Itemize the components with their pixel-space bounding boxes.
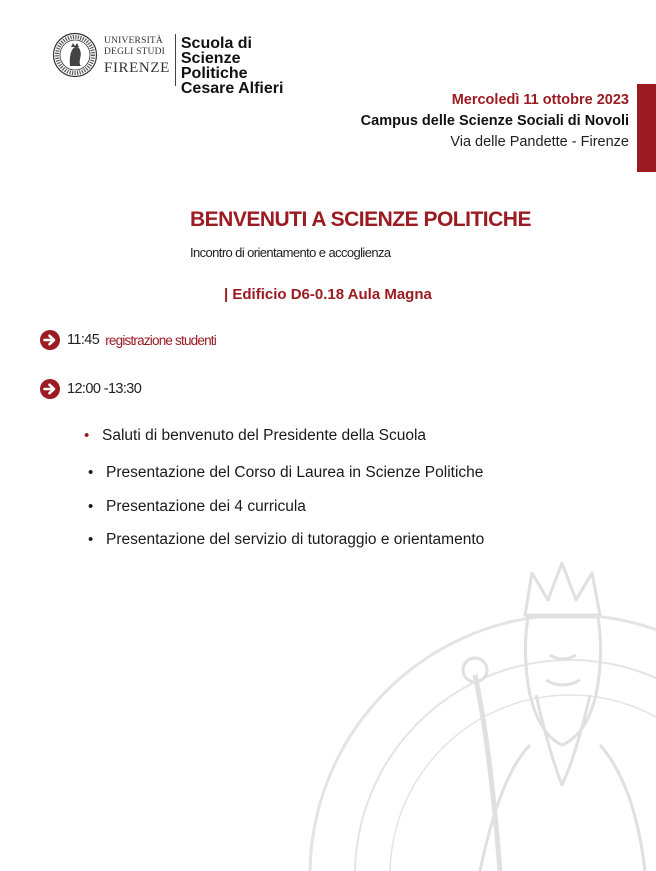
university-line-3: FIRENZE [104, 60, 170, 76]
page-subtitle: Incontro di orientamento e accoglienza [190, 245, 391, 260]
university-logo [52, 32, 283, 96]
logo-divider [175, 34, 176, 86]
school-line-4: Cesare Alfieri [180, 80, 284, 97]
event-address: Via delle Pandette - Firenze [450, 134, 629, 150]
university-line-2: DEGLI STUDI [104, 47, 166, 57]
school-name [181, 36, 284, 96]
university-name [104, 36, 170, 77]
university-seal-icon [52, 32, 98, 78]
arrow-circle-right-icon [40, 330, 60, 350]
agenda-time: 12:00 -13:30 [67, 381, 142, 397]
arrow-circle-right-icon [40, 379, 60, 399]
event-location: | Edificio D6-0.18 Aula Magna [224, 286, 432, 303]
event-campus: Campus delle Scienze Sociali di Novoli [360, 113, 629, 129]
agenda-item-registration [40, 330, 216, 350]
list-item: • Saluti di benvenuto del Presidente della Scuola [84, 427, 427, 444]
school-line-2: Scienze [180, 50, 241, 67]
list-item: • Presentazione dei 4 curricula [88, 498, 306, 515]
event-date: Mercoledì 11 ottobre 2023 [451, 92, 629, 108]
bullet-icon: • [88, 531, 94, 548]
bullet-icon: • [88, 498, 94, 515]
list-item: • Presentazione del servizio di tutoraggio e orientamento [88, 531, 485, 548]
accent-bar [637, 84, 656, 172]
bullet-icon: • [88, 464, 94, 481]
school-line-1: Scuola di [180, 35, 252, 52]
event-info [361, 90, 629, 152]
bullet-icon: • [84, 427, 90, 444]
seal-watermark-icon [300, 545, 656, 871]
agenda-item-session [40, 379, 141, 399]
page-title: BENVENUTI A SCIENZE POLITICHE [190, 208, 531, 231]
school-line-3: Politiche [180, 65, 248, 82]
agenda-label: registrazione studenti [105, 332, 216, 348]
university-line-1: UNIVERSITÀ [104, 36, 163, 46]
list-item: • Presentazione del Corso di Laurea in Scienze Politiche [88, 464, 484, 481]
program-list [84, 427, 485, 549]
agenda-time: 11:45 [67, 332, 100, 348]
